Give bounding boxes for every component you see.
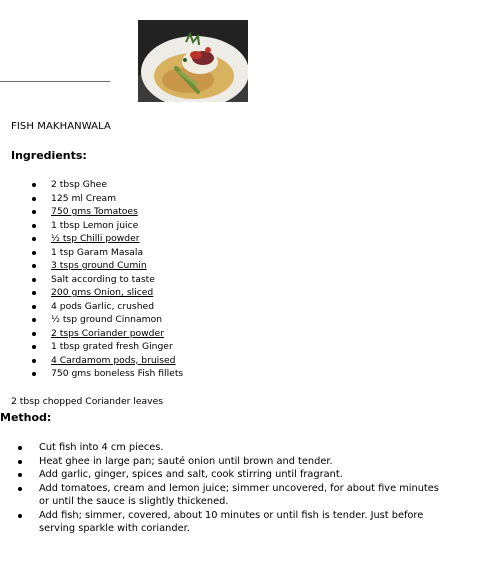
ingredient-item[interactable] [0,205,183,219]
method-step [0,455,487,469]
ingredient-text: 750 gms boneless Fish fillets [51,368,184,379]
method-heading: Method: [0,411,52,424]
ingredient-link[interactable]: 3 tsps ground Cumin [51,260,147,271]
method-step-line: Add tomatoes, cream and lemon juice; simmer uncovered, for about five minutes [39,482,439,494]
method-step-line: Add garlic, ginger, spices and salt, cook stirring until fragrant. [39,469,343,480]
ingredient-text: 2 tbsp Ghee [51,179,107,190]
method-step-line: serving sparkle with coriander. [39,523,190,534]
ingredient-item [0,367,183,381]
ingredient-link[interactable]: 750 gms Tomatoes [51,206,138,217]
dish-photo [138,20,248,102]
ingredient-link[interactable]: ½ tsp Chilli powder [51,233,140,244]
method-step-line: Heat ghee in large pan; sauté onion until brown and tender. [39,455,333,467]
method-step-line: Add fish; simmer, covered, about 10 minutes or until fish is tender. Just before [39,509,424,521]
method-step-line: or until the sauce is slightly thickened. [39,496,229,507]
ingredient-text: 125 ml Cream [51,192,117,204]
ingredient-item [0,192,183,206]
method-step [0,509,487,536]
horizontal-rule [0,81,110,82]
ingredient-text: ½ tsp ground Cinnamon [51,314,163,325]
ingredient-item [0,300,183,314]
ingredient-item [0,246,183,260]
ingredient-item [0,340,183,354]
ingredient-text: 4 pods Garlic, crushed [51,300,155,312]
ingredient-item[interactable] [0,232,183,246]
ingredient-item [0,219,183,233]
ingredient-item [0,178,183,192]
method-step [0,441,487,455]
ingredient-item [0,273,183,287]
method-step [0,482,487,509]
ingredient-item[interactable] [0,354,183,368]
ingredients-list [0,178,183,381]
ingredient-item[interactable] [0,327,183,341]
ingredient-item[interactable] [0,286,183,300]
ingredient-link[interactable]: 200 gms Onion, sliced [51,287,154,298]
method-step-line: Cut fish into 4 cm pieces. [39,442,164,453]
ingredient-text: 1 tsp Garam Masala [51,246,144,258]
ingredient-item [0,313,183,327]
method-list [0,441,487,536]
ingredients-heading: Ingredients: [11,149,87,162]
ingredient-text: 1 tbsp grated fresh Ginger [51,341,173,352]
ingredient-item[interactable] [0,259,183,273]
extra-ingredient: 2 tbsp chopped Coriander leaves [11,396,164,407]
method-step [0,468,487,482]
ingredient-link[interactable]: 2 tsps Coriander powder [51,327,164,339]
ingredient-link[interactable]: 4 Cardamom pods, bruised [51,354,176,366]
ingredient-text: Salt according to taste [51,273,155,285]
recipe-title: FISH MAKHANWALA [11,121,111,132]
ingredient-text: 1 tbsp Lemon juice [51,219,139,231]
